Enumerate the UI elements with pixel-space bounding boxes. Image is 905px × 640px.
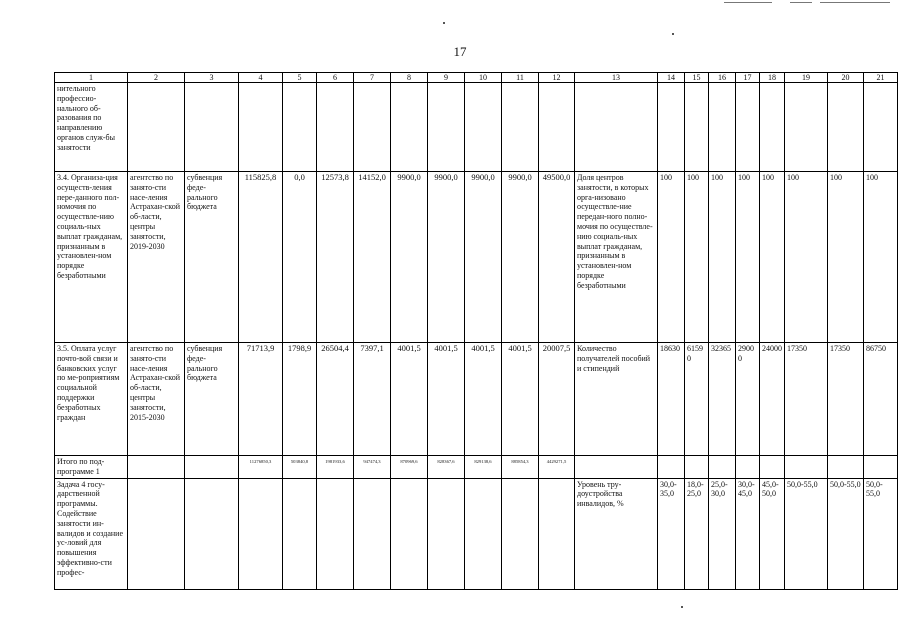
- column-number: 3: [185, 73, 239, 83]
- target-value-cell: 50,0-55,0: [864, 478, 898, 589]
- target-value-cell: 18,0-25,0: [685, 478, 709, 589]
- target-value-cell: 100: [658, 172, 685, 343]
- column-number: 9: [428, 73, 465, 83]
- target-value-cell: [785, 83, 828, 172]
- target-value-cell: [685, 456, 709, 479]
- funding-value-cell: 503840,8: [283, 456, 317, 479]
- target-value-cell: [828, 456, 864, 479]
- column-number: 19: [785, 73, 828, 83]
- funding-source-cell: [185, 456, 239, 479]
- funding-value-cell: [283, 478, 317, 589]
- target-value-cell: 100: [864, 172, 898, 343]
- table-row: [55, 172, 898, 343]
- target-value-cell: 25,0-30,0: [709, 478, 736, 589]
- target-value-cell: [685, 83, 709, 172]
- column-number: 8: [391, 73, 428, 83]
- funding-value-cell: 9900,0: [428, 172, 465, 343]
- funding-value-cell: 20007,5: [539, 343, 575, 456]
- funding-value-cell: 885854,3: [502, 456, 539, 479]
- executor-cell: [128, 456, 185, 479]
- funding-value-cell: [354, 83, 391, 172]
- funding-value-cell: [239, 478, 283, 589]
- executor-cell: агентство по занято-сти насе-ления Астрахан-ской об-ласти, центры занятости, 2019-2030: [128, 172, 185, 343]
- indicator-cell: [575, 456, 658, 479]
- table-row: [55, 83, 898, 172]
- target-value-cell: [658, 83, 685, 172]
- funding-value-cell: 71713,9: [239, 343, 283, 456]
- target-value-cell: 30,0-35,0: [658, 478, 685, 589]
- scan-artifact-line: [790, 2, 812, 3]
- scan-artifact-dot: [672, 33, 674, 35]
- target-value-cell: 86750: [864, 343, 898, 456]
- funding-value-cell: 9900,0: [391, 172, 428, 343]
- funding-source-cell: [185, 83, 239, 172]
- column-number: 11: [502, 73, 539, 83]
- measure-name-cell: Итого по под-программе 1: [55, 456, 128, 479]
- target-value-cell: 45,0-50,0: [760, 478, 785, 589]
- target-value-cell: 18630: [658, 343, 685, 456]
- funding-value-cell: [428, 478, 465, 589]
- funding-value-cell: [465, 478, 502, 589]
- target-value-cell: 100: [685, 172, 709, 343]
- target-value-cell: [760, 456, 785, 479]
- target-value-cell: 50,0-55,0: [785, 478, 828, 589]
- target-value-cell: [709, 83, 736, 172]
- target-value-cell: 100: [709, 172, 736, 343]
- column-number: 13: [575, 73, 658, 83]
- funding-value-cell: 1981933,6: [317, 456, 354, 479]
- target-value-cell: [864, 456, 898, 479]
- target-value-cell: 50,0-55,0: [828, 478, 864, 589]
- column-number: 17: [736, 73, 760, 83]
- column-number: 6: [317, 73, 354, 83]
- indicator-cell: [575, 83, 658, 172]
- target-value-cell: [828, 83, 864, 172]
- funding-value-cell: [539, 83, 575, 172]
- column-number: 20: [828, 73, 864, 83]
- column-number: 2: [128, 73, 185, 83]
- target-value-cell: 29000: [736, 343, 760, 456]
- column-number: 5: [283, 73, 317, 83]
- column-number: 1: [55, 73, 128, 83]
- funding-value-cell: [539, 478, 575, 589]
- target-value-cell: 32365: [709, 343, 736, 456]
- column-number: 14: [658, 73, 685, 83]
- column-number: 4: [239, 73, 283, 83]
- column-number: 18: [760, 73, 785, 83]
- funding-value-cell: [239, 83, 283, 172]
- funding-value-cell: 11276850,3: [239, 456, 283, 479]
- funding-value-cell: 14152,0: [354, 172, 391, 343]
- funding-value-cell: 947474,3: [354, 456, 391, 479]
- target-value-cell: 17350: [785, 343, 828, 456]
- funding-value-cell: [465, 83, 502, 172]
- funding-value-cell: 870969,6: [391, 456, 428, 479]
- target-value-cell: 100: [760, 172, 785, 343]
- funding-value-cell: [317, 83, 354, 172]
- target-value-cell: [658, 456, 685, 479]
- funding-value-cell: 12573,8: [317, 172, 354, 343]
- target-value-cell: 100: [785, 172, 828, 343]
- indicator-cell: Уровень тру-доустройства инвалидов, %: [575, 478, 658, 589]
- target-value-cell: 61590: [685, 343, 709, 456]
- target-value-cell: [709, 456, 736, 479]
- funding-value-cell: 1798,9: [283, 343, 317, 456]
- funding-value-cell: 4001,5: [465, 343, 502, 456]
- funding-value-cell: [283, 83, 317, 172]
- target-value-cell: [736, 456, 760, 479]
- column-number: 12: [539, 73, 575, 83]
- funding-value-cell: [317, 478, 354, 589]
- funding-value-cell: [391, 478, 428, 589]
- table-row: [55, 456, 898, 479]
- target-value-cell: [785, 456, 828, 479]
- target-value-cell: 100: [736, 172, 760, 343]
- executor-cell: агентство по занято-сти насе-ления Астрахан-ской об-ласти, центры занятости, 2015-2030: [128, 343, 185, 456]
- target-value-cell: 100: [828, 172, 864, 343]
- scan-artifact-line: [724, 2, 772, 3]
- indicator-cell: Доля центров занятости, в которых орга-низовано осуществле-ние передан-ного полно-мочия по осуществле-нию социаль-ных выплат гражданам, признанным в установлен-ном порядке безработными: [575, 172, 658, 343]
- measure-name-cell: Задача 4 госу-дарственной программы. Содействие занятости ин-валидов и создание ус-ловий для повышения эффективно-сти профес-: [55, 478, 128, 589]
- executor-cell: [128, 478, 185, 589]
- funding-value-cell: 49500,0: [539, 172, 575, 343]
- funding-value-cell: [502, 478, 539, 589]
- funding-value-cell: 9900,0: [502, 172, 539, 343]
- executor-cell: [128, 83, 185, 172]
- funding-value-cell: 4001,5: [391, 343, 428, 456]
- table-row: [55, 343, 898, 456]
- funding-value-cell: 9900,0: [465, 172, 502, 343]
- target-value-cell: [760, 83, 785, 172]
- funding-source-cell: субвенция феде-рального бюджета: [185, 172, 239, 343]
- indicator-cell: Количество получателей пособий и стипендий: [575, 343, 658, 456]
- scan-artifact-dot: [443, 22, 445, 24]
- target-value-cell: [736, 83, 760, 172]
- program-table: [54, 72, 898, 590]
- measure-name-cell: нительного профессио-нального об-разования по направлению органов служ-бы занятости: [55, 83, 128, 172]
- funding-value-cell: [354, 478, 391, 589]
- funding-value-cell: 0,0: [283, 172, 317, 343]
- column-number: 15: [685, 73, 709, 83]
- funding-value-cell: 828367,6: [428, 456, 465, 479]
- funding-value-cell: [428, 83, 465, 172]
- target-value-cell: [864, 83, 898, 172]
- measure-name-cell: 3.4. Организа-ция осуществ-ления пере-данного пол-номочия по осуществле-нию социаль-ных выплат гражданам, признанным в установлен-ном порядке безработными: [55, 172, 128, 343]
- header-row: [55, 73, 898, 83]
- column-number: 16: [709, 73, 736, 83]
- target-value-cell: 24000: [760, 343, 785, 456]
- table-row: [55, 478, 898, 589]
- funding-source-cell: субвенция феде-рального бюджета: [185, 343, 239, 456]
- scan-artifact-dot: [681, 606, 683, 608]
- funding-value-cell: 4001,5: [502, 343, 539, 456]
- funding-value-cell: [391, 83, 428, 172]
- column-number: 10: [465, 73, 502, 83]
- funding-value-cell: 115825,8: [239, 172, 283, 343]
- scan-artifact-line: [820, 2, 890, 3]
- funding-value-cell: 7397,1: [354, 343, 391, 456]
- funding-value-cell: 829138,6: [465, 456, 502, 479]
- measure-name-cell: 3.5. Оплата услуг почто-вой связи и банковских услуг по ме-роприятиям социальной поддержки безработных граждан: [55, 343, 128, 456]
- funding-value-cell: 4001,5: [428, 343, 465, 456]
- funding-source-cell: [185, 478, 239, 589]
- target-value-cell: 17350: [828, 343, 864, 456]
- target-value-cell: 30,0-45,0: [736, 478, 760, 589]
- funding-value-cell: 4429271,5: [539, 456, 575, 479]
- funding-value-cell: 26504,4: [317, 343, 354, 456]
- column-number: 7: [354, 73, 391, 83]
- column-number: 21: [864, 73, 898, 83]
- table-body: [55, 73, 898, 590]
- funding-value-cell: [502, 83, 539, 172]
- page-number: 17: [453, 44, 467, 59]
